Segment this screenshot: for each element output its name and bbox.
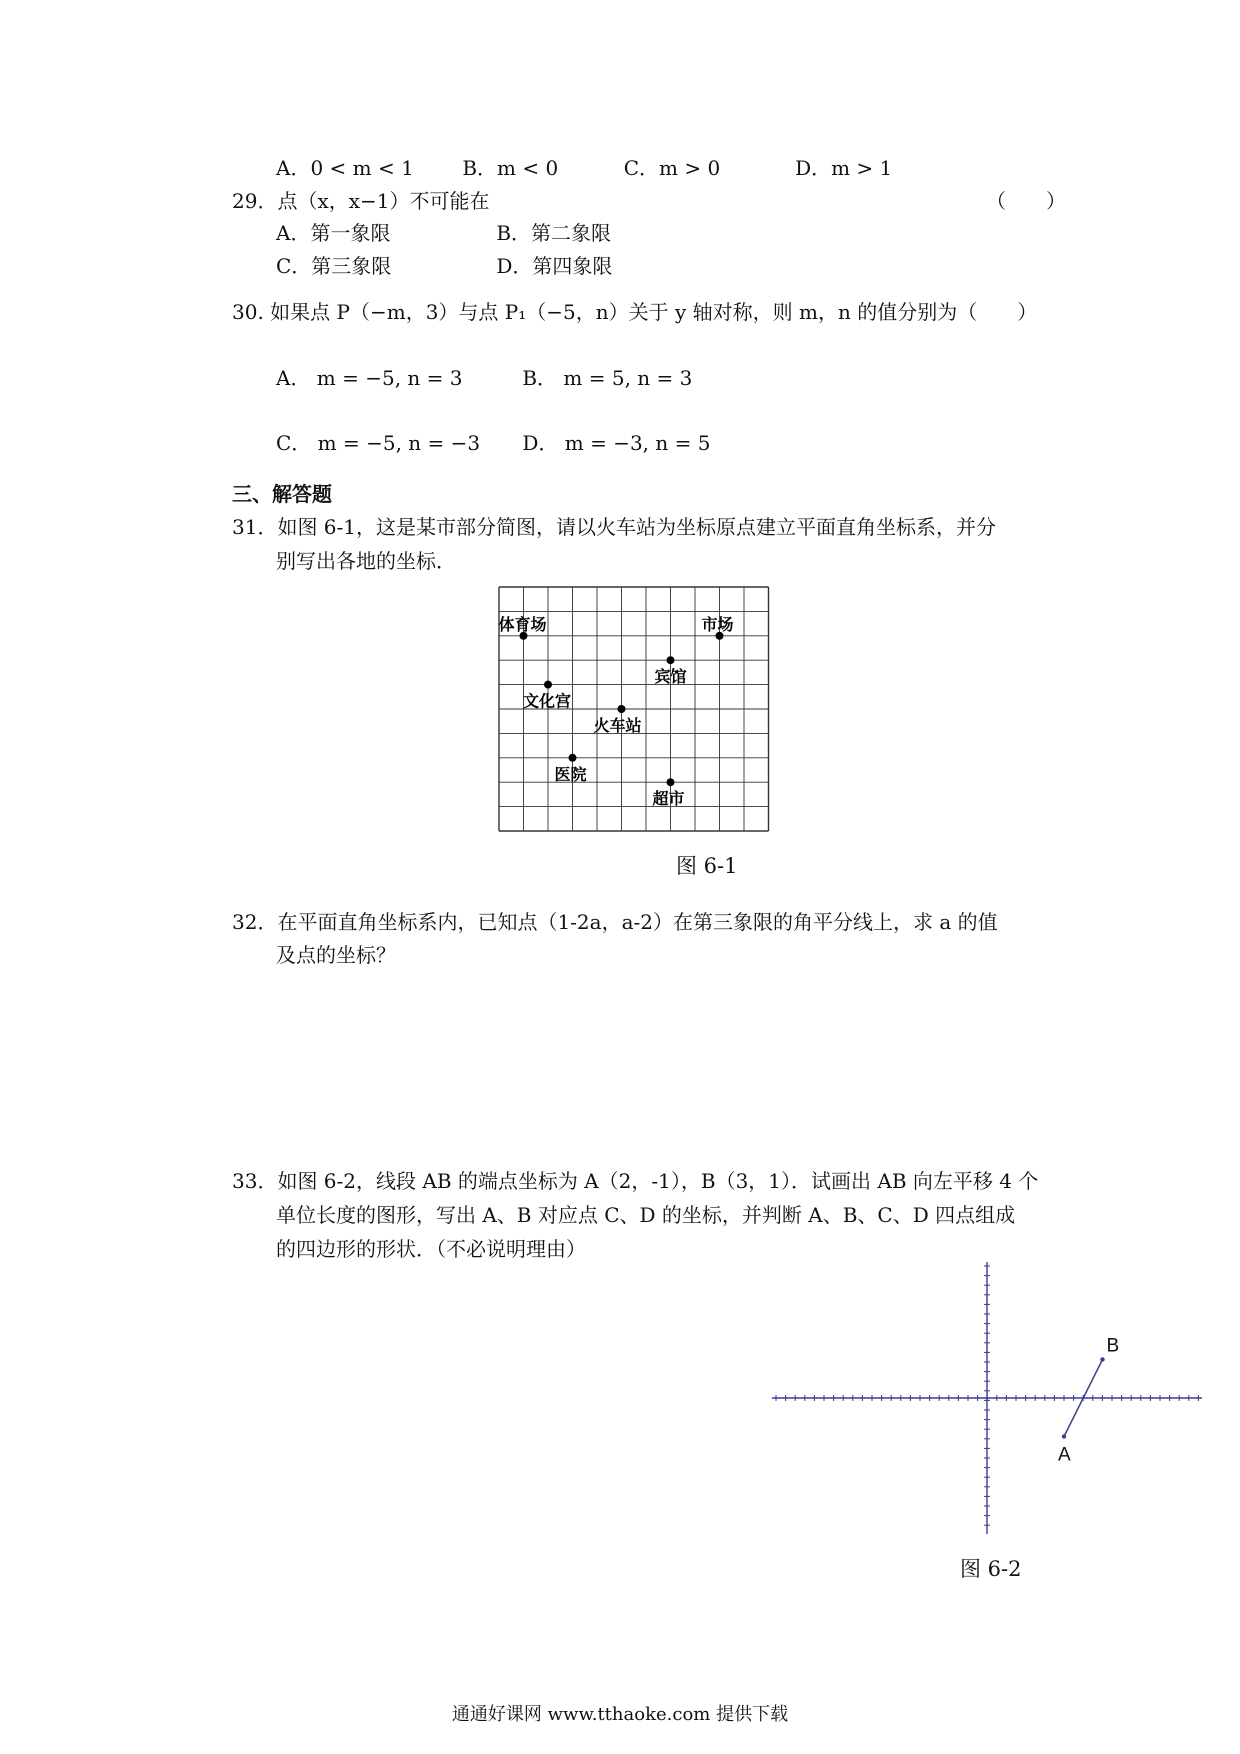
figure-6-2-coordinate-plane [772, 1262, 1212, 1552]
point-b [1100, 1357, 1104, 1361]
place-label: 宾馆 [654, 667, 687, 687]
place-dot [667, 778, 675, 786]
figure-6-2-caption: 图 6-2 [960, 1557, 1022, 1581]
q30-option-b: B． m = 5, n = 3 [522, 366, 693, 390]
place-label: 医院 [554, 764, 587, 784]
point-b-label: B [1106, 1335, 1120, 1357]
axes [772, 1262, 1202, 1534]
q30-options-row1 [276, 368, 692, 388]
q30-option-c: C． m = −5, n = −3 [276, 431, 481, 455]
figure-6-1-map-grid [498, 586, 774, 832]
q29-option-a: A．第一象限 [276, 221, 391, 245]
q29-option-c: C．第三象限 [276, 254, 392, 278]
q31-line1: 31．如图 6-1，这是某市部分简图，请以火车站为坐标原点建立平面直角坐标系，并分 [232, 515, 997, 539]
q29-options-row1 [276, 223, 611, 243]
point-a [1062, 1434, 1066, 1438]
q28-option-c: C．m > 0 [623, 156, 721, 180]
q29-options-row2 [276, 256, 612, 276]
point-a-label: A [1058, 1444, 1071, 1466]
q33-line1: 33．如图 6-2，线段 AB 的端点坐标为 A（2，-1），B（3，1）．试画出 AB 向左平移 4 个 [232, 1169, 1039, 1193]
q30-option-a: A． m = −5, n = 3 [276, 366, 463, 390]
q32-line1: 32．在平面直角坐标系内，已知点（1-2a，a-2）在第三象限的角平分线上，求 a 的值 [232, 910, 998, 934]
q30-stem: 30. 如果点 P（−m，3）与点 P₁（−5，n）关于 y 轴对称，则 m，n 的值分别为（ ） [232, 300, 1038, 324]
place-label: 超市 [652, 789, 685, 809]
q29-option-d: D．第四象限 [496, 254, 613, 278]
q28-option-a: A．0 < m < 1 [276, 156, 414, 180]
place-label: 文化宫 [523, 691, 572, 711]
q31-line2: 别写出各地的坐标． [276, 549, 456, 573]
q28-option-b: B．m < 0 [462, 156, 559, 180]
q29-answer-bracket: （ ） [986, 189, 1066, 213]
place-dot [569, 754, 577, 762]
q29-option-b: B．第二象限 [496, 221, 612, 245]
section-title: 三、解答题 [232, 482, 332, 506]
q32-line2: 及点的坐标？ [276, 943, 396, 967]
q33-line2: 单位长度的图形，写出 A、B 对应点 C、D 的坐标，并判断 A、B、C、D 四点组成 [276, 1203, 1016, 1227]
place-label: 体育场 [498, 614, 547, 634]
place-dot [618, 705, 626, 713]
q28-option-d: D．m > 1 [795, 156, 893, 180]
place-label: 市场 [701, 614, 734, 634]
place-label: 火车站 [593, 716, 642, 735]
q30-option-d: D． m = −3, n = 5 [522, 431, 711, 455]
q28-options [276, 158, 892, 178]
q30-options-row2 [276, 433, 710, 453]
page-footer: 通通好课网 www.tthaoke.com 提供下载 [451, 1704, 789, 1725]
place-dot [544, 681, 552, 689]
place-dot [667, 656, 675, 664]
figure-6-1-caption: 图 6-1 [676, 854, 738, 878]
q29-stem: 29．点（x，x−1）不可能在 [232, 189, 490, 213]
q33-line3: 的四边形的形状．（不必说明理由） [276, 1237, 586, 1261]
